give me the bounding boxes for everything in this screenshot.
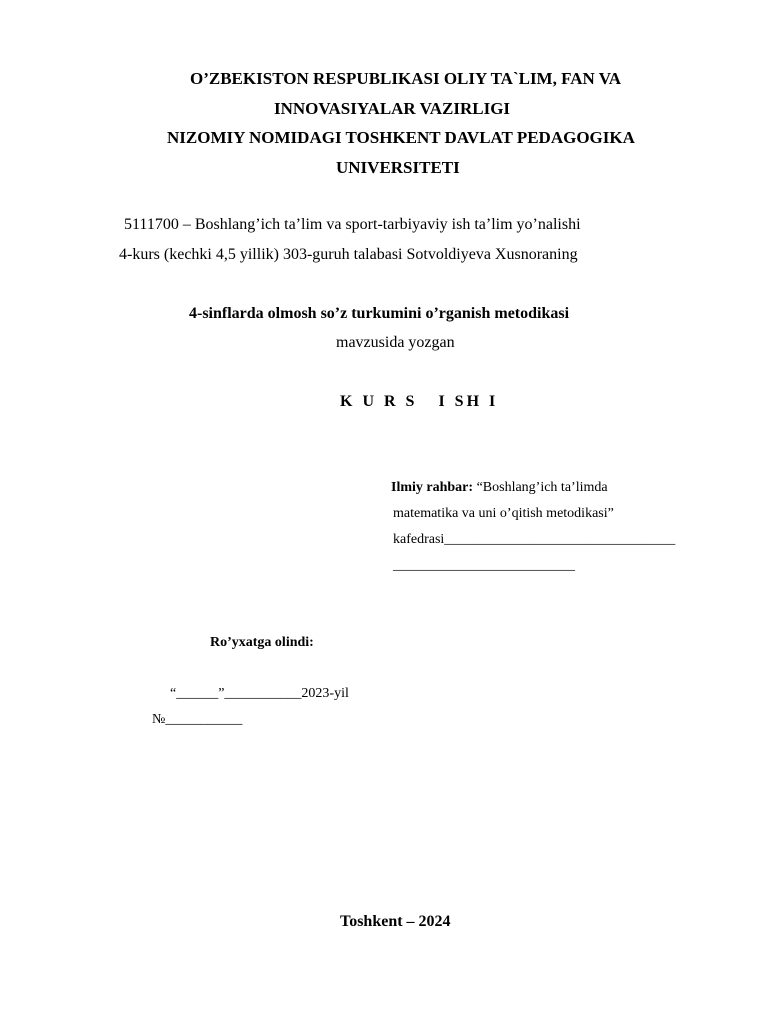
registration-number-line: №___________: [152, 712, 243, 727]
student-program-line: 5111700 – Boshlang’ich ta’lim va sport-tarbiyaviy ish ta’lim yo’nalishi: [124, 216, 581, 233]
supervisor-text-1: “Boshlang’ich ta’limda: [473, 480, 608, 495]
registration-date-line: “______”___________2023-yil: [170, 686, 349, 701]
header-line-2: INNOVASIYALAR VAZIRLIGI: [274, 99, 511, 118]
supervisor-line-3: kafedrasi_________________________________: [393, 532, 676, 547]
supervisor-label: Ilmiy rahbar: [391, 480, 469, 495]
supervisor-line-4: __________________________: [393, 558, 575, 573]
supervisor-colon: :: [468, 480, 474, 495]
header-line-4: UNIVERSITETI: [336, 158, 460, 177]
topic-subtitle: mavzusida yozgan: [336, 334, 455, 351]
work-type-title: K U R S I SH I: [340, 393, 499, 410]
registration-label: Ro’yxatga olindi:: [210, 635, 314, 650]
supervisor-line-1: [391, 481, 608, 495]
student-info-line: 4-kurs (kechki 4,5 yillik) 303-guruh talabasi Sotvoldiyeva Xusnoraning: [119, 246, 578, 263]
header-line-3: NIZOMIY NOMIDAGI TOSHKENT DAVLAT PEDAGOGIKA: [167, 128, 635, 147]
topic-title: 4-sinflarda olmosh so’z turkumini o’rganish metodikasi: [189, 305, 570, 322]
header-line-1: O’ZBEKISTON RESPUBLIKASI OLIY TA`LIM, FAN VA: [190, 69, 622, 88]
supervisor-line-2: matematika va uni o’qitish metodikasi”: [393, 506, 614, 521]
footer-city-year: Toshkent – 2024: [340, 913, 451, 930]
